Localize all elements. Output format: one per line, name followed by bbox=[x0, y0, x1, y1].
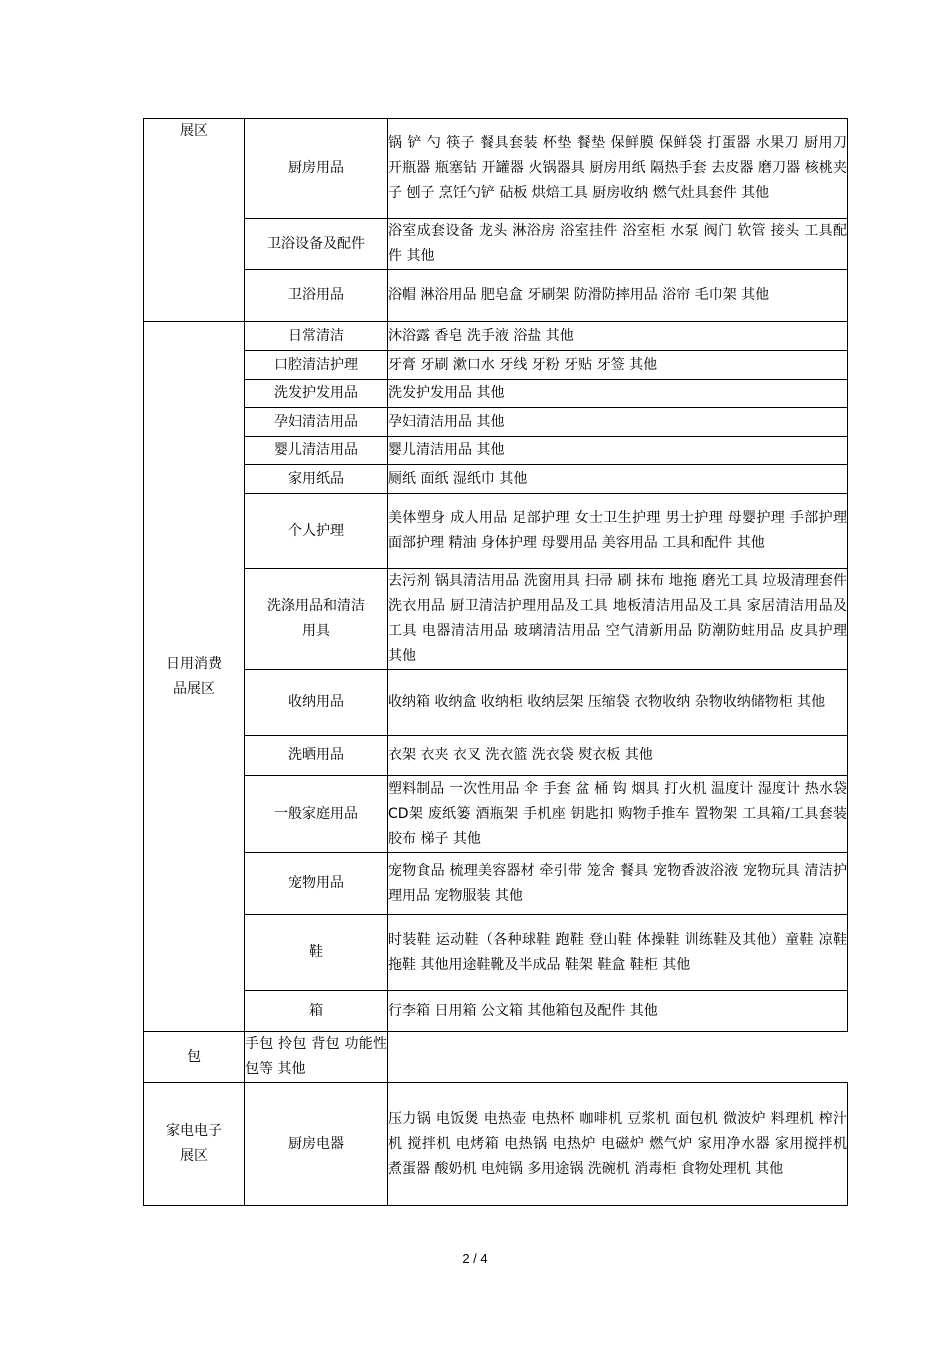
items-cell: 收纳箱 收纳盒 收纳柜 收纳层架 压缩袋 衣物收纳 杂物收纳储物柜 其他 bbox=[388, 670, 848, 736]
items-cell: 孕妇清洁用品 其他 bbox=[388, 408, 848, 437]
zone-label: 家电电子展区 bbox=[166, 1123, 222, 1164]
table-row bbox=[144, 119, 848, 219]
zone-cell bbox=[144, 322, 245, 1032]
items-cell: 宠物食品 梳理美容器材 牵引带 笼舍 餐具 宠物香波浴液 宠物玩具 清洁护理用品 宠物服装 其他 bbox=[388, 853, 848, 915]
items-cell: 洗发护发用品 其他 bbox=[388, 380, 848, 408]
subcategory-cell: 洗晒用品 bbox=[245, 736, 388, 776]
table-row bbox=[144, 736, 848, 776]
subcategory-cell: 宠物用品 bbox=[245, 853, 388, 915]
table-row bbox=[144, 437, 848, 465]
subcategory-cell: 一般家庭用品 bbox=[245, 776, 388, 853]
table-row bbox=[144, 991, 848, 1032]
items-cell: 压力锅 电饭煲 电热壶 电热杯 咖啡机 豆浆机 面包机 微波炉 料理机 榨汁机 搅拌机 电烤箱 电热锅 电热炉 电磁炉 燃气炉 家用净水器 家用搅拌机 煮蛋器 酸奶机 电炖锅 多用途锅 洗碗机 消毒柜 食物处理机 其他 bbox=[388, 1083, 848, 1206]
table-row bbox=[144, 1032, 848, 1083]
items-cell: 去污剂 锅具清洁用品 洗窗用具 扫帚 刷 抹布 地拖 磨光工具 垃圾清理套件 洗衣用品 厨卫清洁护理用品及工具 地板清洁用品及工具 家居清洁用品及工具 电器清洁用品 玻璃清洁用品 空气清新用品 防潮防蛀用品 皮具护理 其他 bbox=[388, 569, 848, 670]
table-row bbox=[144, 1083, 848, 1206]
table-row bbox=[144, 380, 848, 408]
items-cell: 厕纸 面纸 湿纸巾 其他 bbox=[388, 465, 848, 494]
subcategory-cell: 鞋 bbox=[245, 915, 388, 991]
zone-cell bbox=[144, 119, 245, 322]
subcategory-label: 洗涤用品和清洁用具 bbox=[267, 598, 365, 639]
items-cell: 浴帽 淋浴用品 肥皂盒 牙刷架 防滑防摔用品 浴帘 毛巾架 其他 bbox=[388, 270, 848, 322]
zone-cell bbox=[144, 1083, 245, 1206]
subcategory-cell: 日常清洁 bbox=[245, 322, 388, 351]
table-row bbox=[144, 322, 848, 351]
page-number: 2 / 4 bbox=[462, 1251, 488, 1266]
subcategory-cell: 收纳用品 bbox=[245, 670, 388, 736]
table-row bbox=[144, 465, 848, 494]
items-cell: 美体塑身 成人用品 足部护理 女士卫生护理 男士护理 母婴护理 手部护理 面部护理 精油 身体护理 母婴用品 美容用品 工具和配件 其他 bbox=[388, 494, 848, 569]
table-row bbox=[144, 270, 848, 322]
table-row bbox=[144, 915, 848, 991]
items-cell: 手包 拎包 背包 功能性包等 其他 bbox=[245, 1032, 388, 1083]
items-cell: 沐浴露 香皂 洗手液 浴盐 其他 bbox=[388, 322, 848, 351]
items-cell: 衣架 衣夹 衣叉 洗衣篮 洗衣袋 熨衣板 其他 bbox=[388, 736, 848, 776]
category-table bbox=[143, 118, 848, 1206]
table-row bbox=[144, 670, 848, 736]
subcategory-cell: 包 bbox=[144, 1032, 245, 1083]
table-row bbox=[144, 569, 848, 670]
subcategory-cell: 个人护理 bbox=[245, 494, 388, 569]
table-row bbox=[144, 853, 848, 915]
subcategory-cell: 口腔清洁护理 bbox=[245, 351, 388, 380]
table-row bbox=[144, 776, 848, 853]
table-row bbox=[144, 494, 848, 569]
table-row bbox=[144, 219, 848, 270]
subcategory-cell: 卫浴设备及配件 bbox=[245, 219, 388, 270]
table-row bbox=[144, 351, 848, 380]
subcategory-cell: 箱 bbox=[245, 991, 388, 1032]
subcategory-cell: 婴儿清洁用品 bbox=[245, 437, 388, 465]
subcategory-cell: 厨房用品 bbox=[245, 119, 388, 219]
items-cell: 牙膏 牙刷 漱口水 牙线 牙粉 牙贴 牙签 其他 bbox=[388, 351, 848, 380]
subcategory-cell: 家用纸品 bbox=[245, 465, 388, 494]
items-cell: 浴室成套设备 龙头 淋浴房 浴室挂件 浴室柜 水泵 阀门 软管 接头 工具配件 其他 bbox=[388, 219, 848, 270]
zone-label: 日用消费品展区 bbox=[166, 655, 222, 697]
table-row bbox=[144, 408, 848, 437]
items-cell: 婴儿清洁用品 其他 bbox=[388, 437, 848, 465]
items-cell: 塑料制品 一次性用品 伞 手套 盆 桶 钩 烟具 打火机 温度计 湿度计 热水袋 CD架 废纸篓 酒瓶架 手机座 钥匙扣 购物手推车 置物架 工具箱/工具套装 胶布 梯子 其他 bbox=[388, 776, 848, 853]
subcategory-cell bbox=[245, 569, 388, 670]
items-cell: 行李箱 日用箱 公文箱 其他箱包及配件 其他 bbox=[388, 991, 848, 1032]
zone-label: 展区 bbox=[180, 123, 208, 139]
subcategory-cell: 洗发护发用品 bbox=[245, 380, 388, 408]
items-cell: 时装鞋 运动鞋（各种球鞋 跑鞋 登山鞋 体操鞋 训练鞋及其他）童鞋 凉鞋 拖鞋 其他用途鞋靴及半成品 鞋架 鞋盒 鞋柜 其他 bbox=[388, 915, 848, 991]
subcategory-cell: 厨房电器 bbox=[245, 1083, 388, 1206]
subcategory-cell: 孕妇清洁用品 bbox=[245, 408, 388, 437]
subcategory-cell: 卫浴用品 bbox=[245, 270, 388, 322]
items-cell: 锅 铲 勺 筷子 餐具套装 杯垫 餐垫 保鲜膜 保鲜袋 打蛋器 水果刀 厨用刀 开瓶器 瓶塞钻 开罐器 火锅器具 厨房用纸 隔热手套 去皮器 磨刀器 核桃夹子 刨子 烹饪勺铲 砧板 烘焙工具 厨房收纳 燃气灶具套件 其他 bbox=[388, 119, 848, 219]
